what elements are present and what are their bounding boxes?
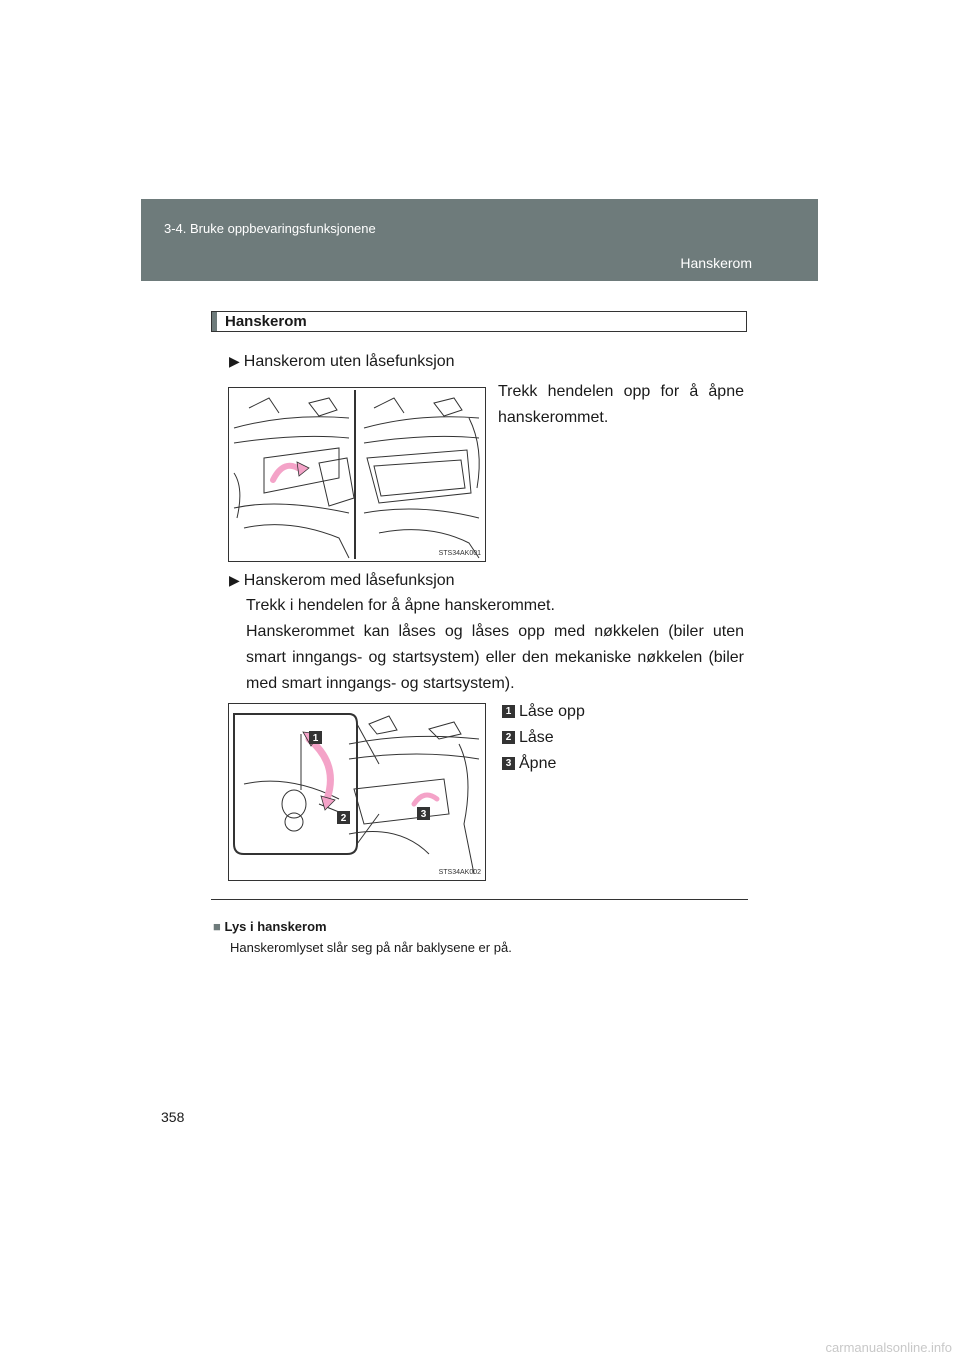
callout-3: 3 [420, 809, 427, 820]
callout-1: 1 [312, 733, 319, 744]
section-name: Hanskerom [680, 255, 752, 271]
triangle-icon: ▶ [229, 353, 240, 369]
legend-item-unlock: 1 Låse opp [502, 703, 585, 721]
chapter-title: 3-4. Bruke oppbevaringsfunksjonene [164, 221, 376, 236]
glove-box-with-lock-drawing [229, 704, 485, 880]
legend-item-lock: 2 Låse [502, 729, 554, 747]
triangle-icon: ▶ [229, 572, 240, 588]
description-lock-key: Hanskerommet kan låses og låses opp med nøkkelen (biler uten smart inngangs- og startsystem) eller den mekaniske nøkkelen (biler med smart inngangs- og startsystem). [246, 623, 744, 692]
legend-num-2: 2 [502, 731, 515, 744]
figure-code-2: STS34AK002 [438, 869, 481, 876]
section-heading-bar [212, 312, 217, 331]
glove-box-no-lock-drawing [229, 388, 485, 561]
note-heading: ■ Lys i hanskerom [213, 919, 327, 934]
note-text: Hanskeromlyset slår seg på når baklysene er på. [230, 940, 512, 955]
callout-2: 2 [340, 813, 347, 824]
legend-item-open: 3 Åpne [502, 755, 556, 773]
description-pull-lever: Trekk hendelen opp for å åpne hanskerommet. [498, 383, 744, 426]
section-heading-box [211, 311, 747, 332]
square-bullet-icon: ■ [213, 919, 221, 934]
legend-num-3: 3 [502, 757, 515, 770]
description-pull-handle: Trekk i hendelen for å åpne hanskerommet. [246, 597, 555, 614]
subheading-with-lock: ▶ Hanskerom med låsefunksjon [229, 572, 455, 589]
subheading-without-lock: ▶ Hanskerom uten låsefunksjon [229, 353, 455, 370]
figure-code-1: STS34AK001 [438, 550, 481, 557]
legend-num-1: 1 [502, 705, 515, 718]
page-number: 358 [161, 1109, 185, 1125]
illustration-glove-box-no-lock [228, 387, 486, 562]
section-heading: Hanskerom [225, 313, 307, 330]
watermark: carmanualsonline.info [825, 1340, 952, 1355]
divider-rule [211, 899, 748, 900]
illustration-glove-box-with-lock [228, 703, 486, 881]
